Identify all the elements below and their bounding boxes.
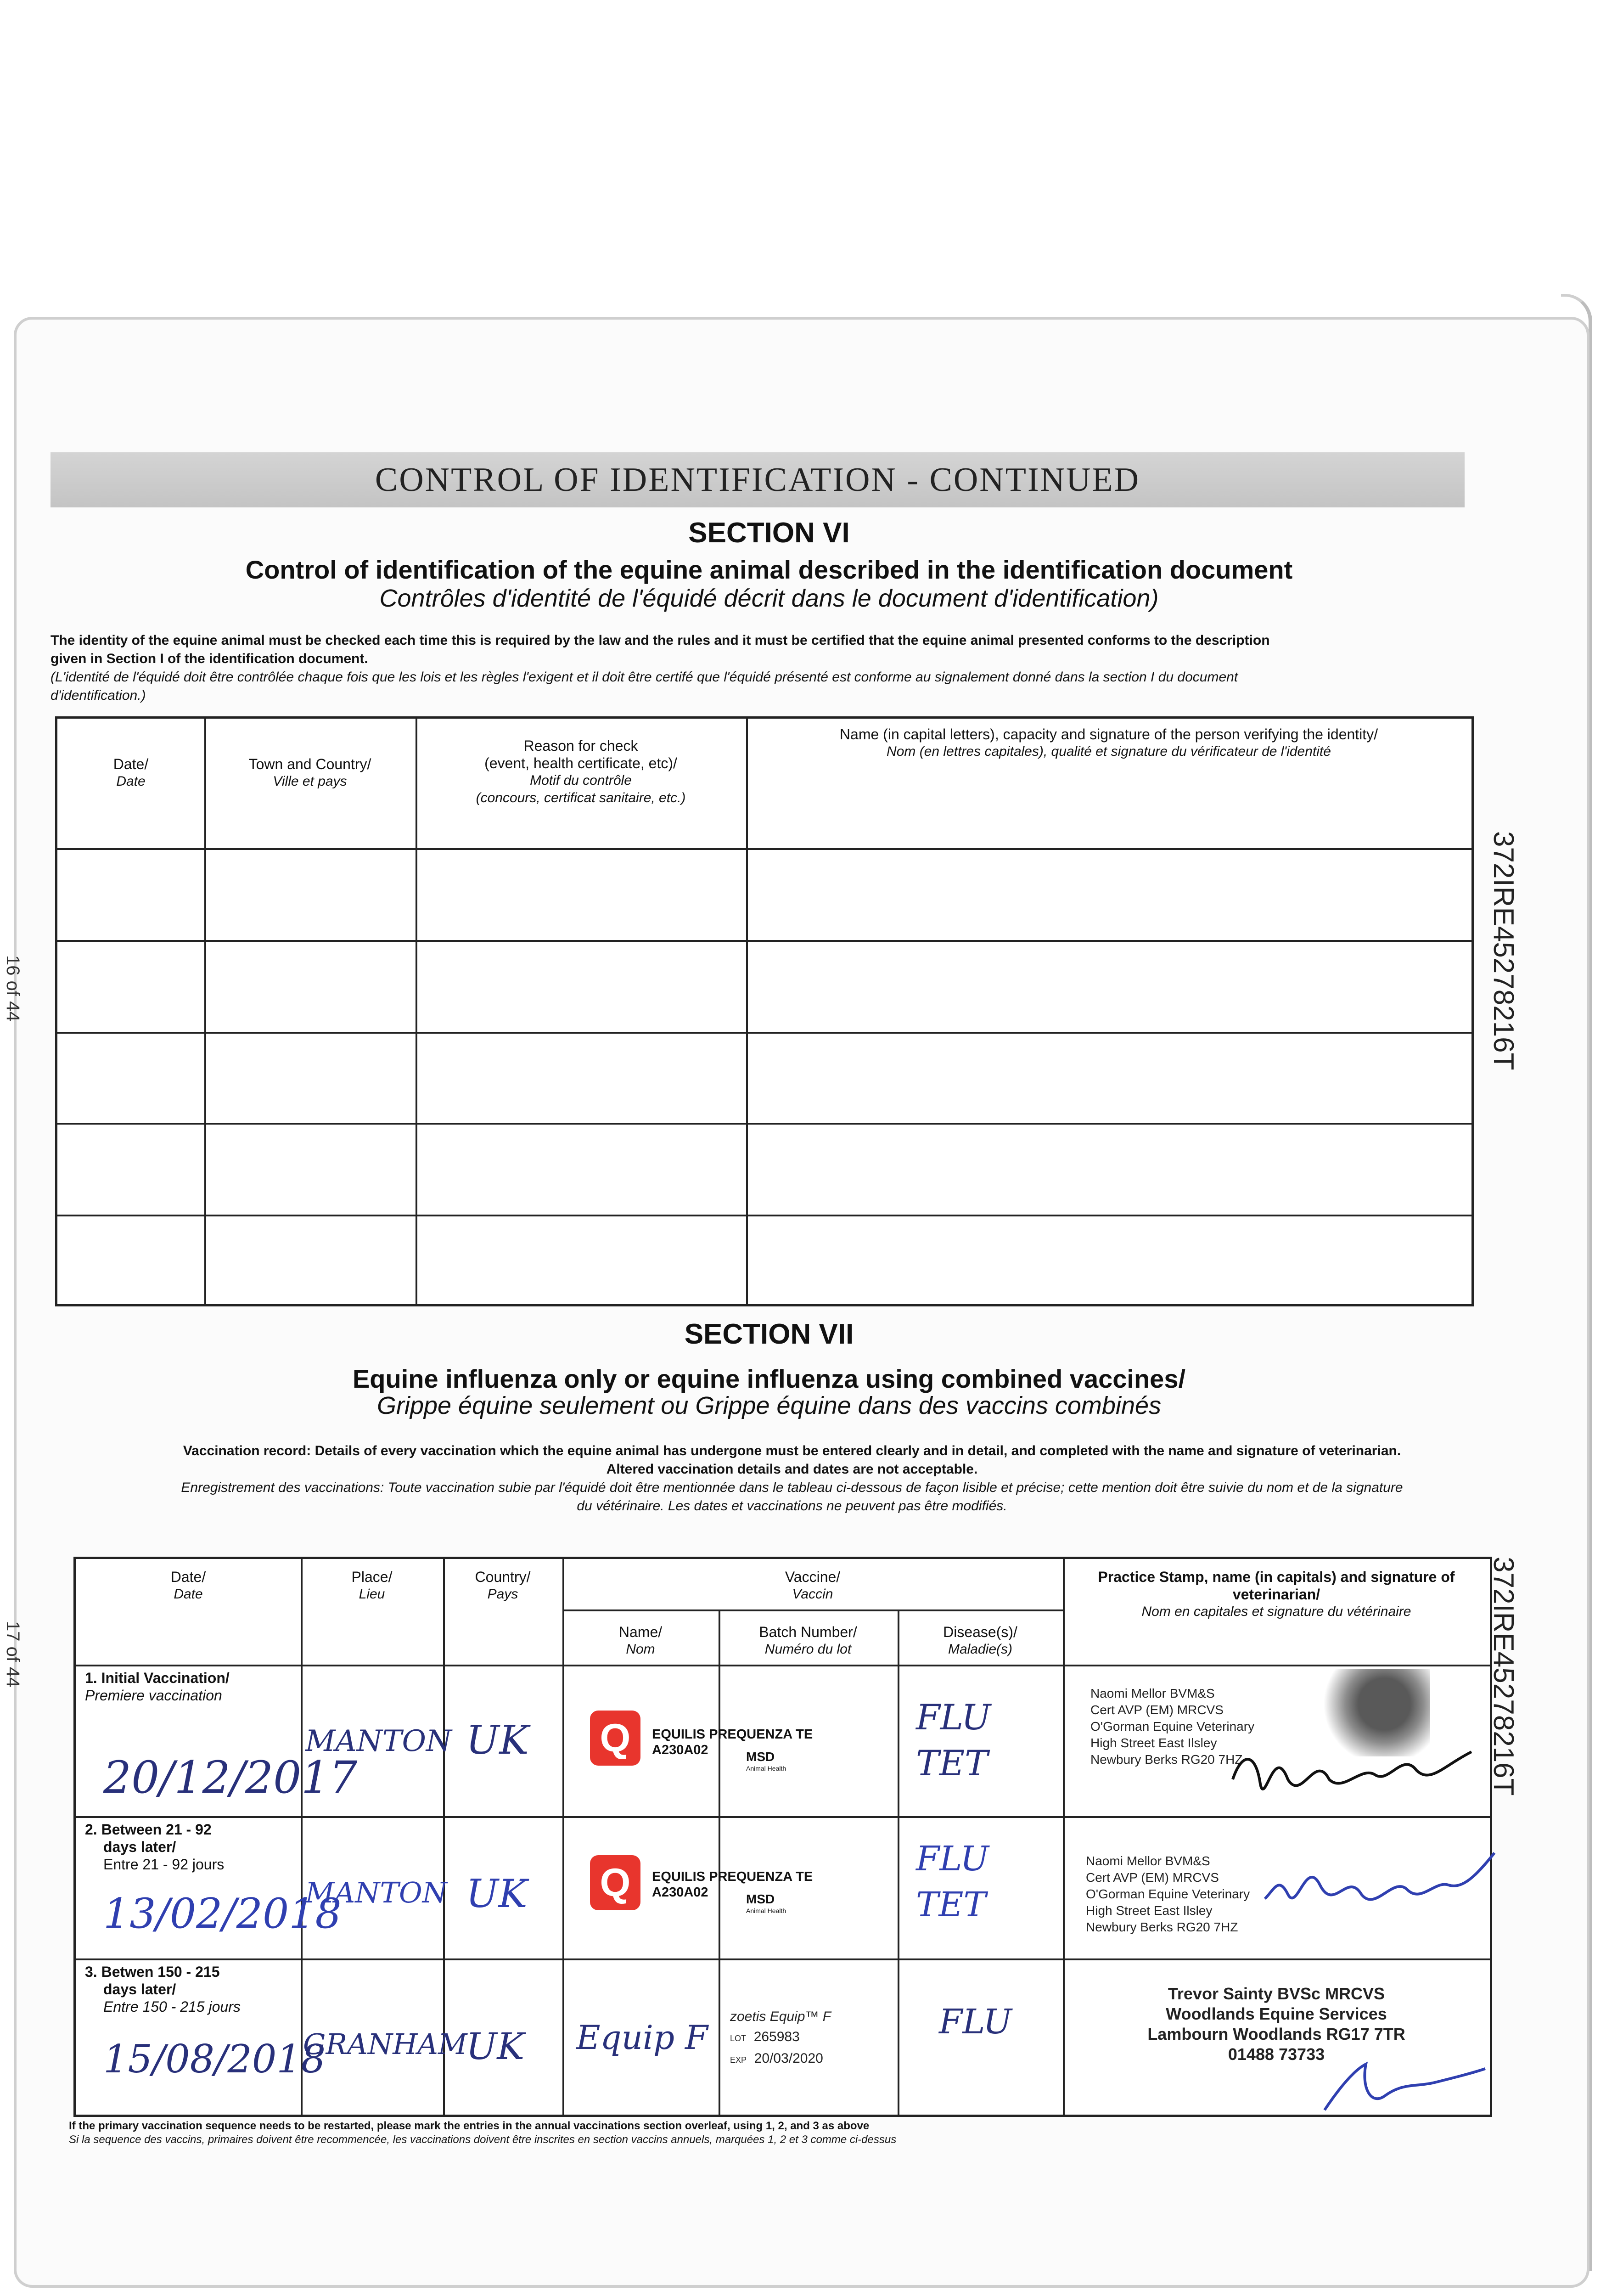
- row-1-disease-1: FLU: [916, 1697, 991, 1738]
- col-stamp: Practice Stamp, name (in capitals) and signature of veterinarian/ Nom en capitales et signature du vétérinaire: [1098, 1569, 1455, 1619]
- row-3-date: 15/08/2018: [103, 2037, 326, 2082]
- row-3-vet-signature: [1315, 2055, 1490, 2119]
- row-1-disease-2: TET: [916, 1743, 988, 1784]
- row-1-vet-signature: [1224, 1724, 1481, 1812]
- section-6-intro-fr-1: (L'identité de l'équidé doit être contrôlée chaque fois que les lois et les règles l'exigent et il doit être certifé que l'équidé présenté est conforme au signalement donné dans la section I du document: [51, 670, 1238, 685]
- row-2-label: 2. Between 21 - 92 days later/ Entre 21 - 92 jours: [85, 1821, 225, 1873]
- col-batch: Batch Number/ Numéro du lot: [759, 1624, 857, 1657]
- section-6-intro-en-2: given in Section I of the identification document.: [51, 651, 368, 666]
- row-3-stamp: Trevor Sainty BVSc MRCVS Woodlands Equine Services Lambourn Woodlands RG17 7TR 01488 73733: [1147, 1984, 1405, 2064]
- col-vaccine-name: Name/ Nom: [618, 1624, 663, 1657]
- section-7-title-fr: Grippe équine seulement ou Grippe équine dans des vaccins combinés: [376, 1392, 1162, 1419]
- page-number-17: 17 of 44: [3, 1621, 23, 1688]
- row-2-place: MANTON: [305, 1876, 447, 1909]
- row-2-country: UK: [466, 1871, 528, 1916]
- section-6-intro-fr-2: d'identification.): [51, 688, 146, 703]
- row-3-vaccine-name: Equip F: [576, 2018, 708, 2057]
- col-disease: Disease(s)/ Maladie(s): [943, 1624, 1017, 1657]
- row-1-maker: MSD: [746, 1750, 775, 1764]
- vaccine-q-logo-2: Q: [590, 1855, 640, 1910]
- section-6-title-en: Control of identification of the equine animal described in the identification document: [245, 555, 1293, 584]
- row-3-country: UK: [466, 2025, 525, 2068]
- vaccination-table: [73, 1557, 1492, 2117]
- section-6-heading: SECTION VI: [688, 517, 850, 549]
- row-2-stamp: Naomi Mellor BVM&S Cert AVP (EM) MRCVS O'Gorman Equine Veterinary High Street East Ilsley Newbury Berks RG20 7HZ: [1086, 1854, 1250, 1934]
- section-banner: [51, 452, 1465, 507]
- row-3-disease-1: FLU: [939, 2002, 1012, 2042]
- col-vaccine: Vaccine/ Vaccin: [785, 1569, 841, 1602]
- row-2-disease-2: TET: [916, 1885, 986, 1925]
- row-1-vaccine: EQUILIS PREQUENZA TE A230A02: [652, 1727, 813, 1757]
- section-6-title-fr: Contrôles d'identité de l'équidé décrit dans le document d'identification): [379, 585, 1159, 612]
- identity-check-table: [55, 716, 1474, 1306]
- row-3-place: GRANHAM: [303, 2027, 467, 2061]
- section-7-intro: [69, 1442, 1515, 1515]
- vaccine-q-logo: Q: [590, 1711, 640, 1766]
- row-1-maker-sub: Animal Health: [746, 1765, 786, 1772]
- row-1-place: MANTON: [305, 1724, 452, 1758]
- side-id-upper: 372IRE4527821​6T: [1488, 831, 1519, 1070]
- col-town-country: Town and Country/ Ville et pays: [248, 756, 371, 789]
- row-1-date: 20/12/2017: [103, 1752, 358, 1803]
- row-1-label: 1. Initial Vaccination/ Premiere vaccination: [85, 1670, 230, 1704]
- col-verifier: Name (in capital letters), capacity and signature of the person verifying the identity/ Nom (en lettres capitales), qualité et signature du vérificateur de l'identité: [839, 726, 1378, 759]
- col-country: Country/ Pays: [475, 1569, 531, 1602]
- section-7-intro-fr-2: du vétérinaire. Les dates et vaccinations ne peuvent pas être modifiés.: [577, 1498, 1007, 1514]
- footnote: If the primary vaccination sequence needs to be restarted, please mark the entries in the annual vaccinations section overleaf, using 1, 2, and 3 as above Si la sequence des vaccins, primaires doivent être recommencée, les vaccinations doivent être inscrites en section vaccins annuels, marquées 1, 2 et 3 comme ci-dessus: [69, 2120, 897, 2146]
- row-2-vaccine: EQUILIS PREQUENZA TE A230A02: [652, 1869, 813, 1900]
- section-7-heading: SECTION VII: [684, 1318, 854, 1350]
- row-2-vet-signature: [1260, 1835, 1499, 1936]
- page-number-16: 16 of 44: [3, 955, 23, 1022]
- col-vacc-date: Date/ Date: [170, 1569, 206, 1602]
- banner-title: CONTROL OF IDENTIFICATION - CONTINUED: [375, 461, 1140, 499]
- section-7-intro-en-1: Vaccination record: Details of every vaccination which the equine animal has undergone must be entered clearly and in detail, and completed with the name and signature of veterinarian.: [183, 1443, 1401, 1458]
- row-1-country: UK: [466, 1717, 529, 1763]
- row-2-maker: MSD: [746, 1892, 775, 1906]
- side-id-lower: 372IRE4527821​6T: [1488, 1557, 1519, 1796]
- section-7-intro-fr-1: Enregistrement des vaccinations: Toute vaccination subie par l'équidé doit être mentionnée dans le tableau ci-dessous de façon lisible et précise; cette mention doit être suivie du nom et de la signature: [181, 1480, 1403, 1495]
- col-date: Date/ Date: [113, 756, 149, 789]
- section-7-title-en: Equine influenza only or equine influenza using combined vaccines/: [352, 1364, 1186, 1393]
- row-2-maker-sub: Animal Health: [746, 1907, 786, 1914]
- row-1-stamp: Naomi Mellor BVM&S Cert AVP (EM) MRCVS O'Gorman Equine Veterinary High Street East Ilsley Newbury Berks RG20 7HZ: [1090, 1686, 1255, 1767]
- section-7-intro-en-2: Altered vaccination details and dates are not acceptable.: [606, 1462, 978, 1477]
- col-place: Place/ Lieu: [351, 1569, 393, 1602]
- section-6-intro: [51, 631, 1520, 705]
- row-3-vaccine-label: zoetis Equip™ F LOT 265983 EXP 20/03/2020: [730, 2009, 831, 2066]
- row-2-date: 13/02/2018: [103, 1890, 342, 1938]
- row-3-label: 3. Betwen 150 - 215 days later/ Entre 150 - 215 jours: [85, 1964, 241, 2015]
- col-reason: Reason for check (event, health certificate, etc)/ Motif du contrôle (concours, certificat sanitaire, etc.): [476, 737, 686, 805]
- row-2-disease-1: FLU: [916, 1839, 989, 1879]
- section-6-intro-en-1: The identity of the equine animal must be checked each time this is required by the law and the rules and it must be certified that the equine animal presented conforms to the description: [51, 633, 1270, 648]
